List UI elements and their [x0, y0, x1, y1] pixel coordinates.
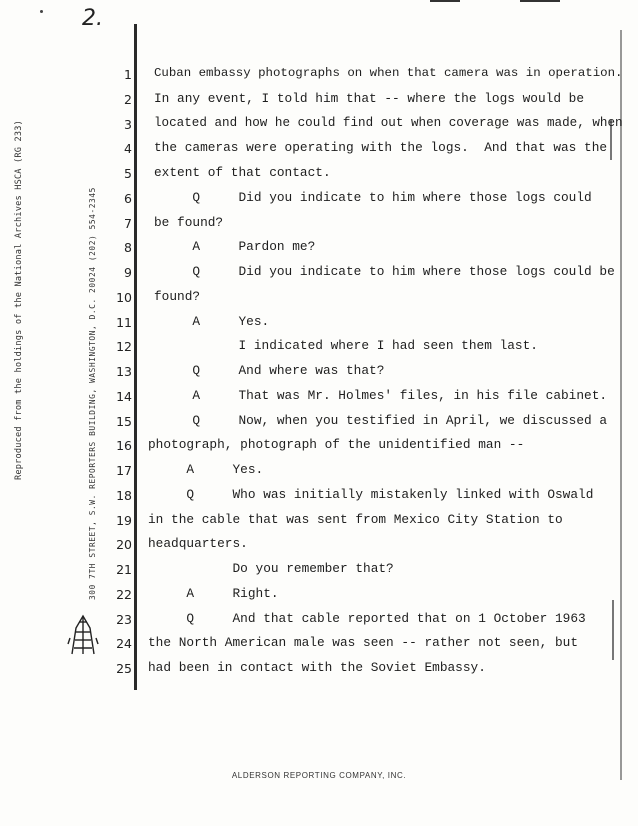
- line-number: 9: [124, 265, 132, 280]
- reporter-logo-icon: [66, 608, 100, 658]
- transcript-line: extent of that contact.: [154, 165, 331, 180]
- transcript-line: found?: [154, 288, 201, 304]
- line-number: 7: [124, 215, 132, 231]
- transcript-line: Do you remember that?: [148, 561, 394, 576]
- transcript-line: the North American male was seen -- rather not seen, but: [148, 635, 579, 651]
- transcript-line: the cameras were operating with the logs. And that was the: [154, 140, 608, 156]
- line-number: 2: [124, 91, 132, 107]
- line-number: 14: [116, 388, 132, 404]
- line-number: 20: [116, 537, 132, 553]
- transcript-line: In any event, I told him that -- where the logs would be: [154, 90, 585, 106]
- line-number: 11: [116, 314, 132, 330]
- transcript-line: A That was Mr. Holmes' files, in his file cabinet.: [154, 387, 608, 403]
- transcript-line: A Yes.: [154, 313, 270, 329]
- line-number: 3: [124, 116, 132, 132]
- archive-note-text: Reproduced from the holdings of the National Archives HSCA (RG 233): [14, 119, 24, 480]
- transcript-line: A Yes.: [148, 462, 264, 477]
- transcript-line: Q Did you indicate to him where those logs could be: [154, 264, 615, 279]
- right-margin-rule: [620, 30, 622, 780]
- scan-speck: [612, 600, 614, 660]
- transcript-line: had been in contact with the Soviet Embassy.: [148, 660, 486, 675]
- line-number: 23: [116, 611, 132, 627]
- transcript-line: Q And that cable reported that on 1 October 1963: [148, 610, 586, 626]
- line-number: 22: [116, 586, 132, 602]
- scan-speck: [40, 10, 43, 13]
- line-number: 13: [116, 364, 132, 379]
- line-number: 25: [116, 661, 132, 676]
- reporter-address-text: 300 7TH STREET, S.W. REPORTERS BUILDING, WASHINGTON, D.C. 20024 (202) 554-2345: [88, 187, 97, 600]
- transcript-line: photograph, photograph of the unidentified man --: [148, 437, 525, 453]
- reporting-company-footer: ALDERSON REPORTING COMPANY, INC.: [231, 771, 407, 780]
- transcript-line: Q Who was initially mistakenly linked with Oswald: [148, 486, 594, 502]
- line-number: 15: [116, 413, 132, 429]
- archive-note: [14, 60, 28, 480]
- transcript-line: A Right.: [148, 585, 279, 601]
- left-margin-rule: [134, 24, 137, 690]
- transcript-line: be found?: [154, 214, 224, 230]
- line-number: 18: [116, 487, 132, 503]
- transcript-line: Q Did you indicate to him where those logs could: [154, 189, 592, 205]
- page-number: 2.: [82, 6, 103, 31]
- line-number: 10: [116, 289, 132, 305]
- transcript-line: A Pardon me?: [154, 239, 316, 255]
- line-number: 6: [124, 190, 132, 206]
- transcript-line: headquarters.: [148, 536, 248, 552]
- line-number: 17: [116, 463, 132, 478]
- line-number: 4: [124, 141, 132, 157]
- line-number: 19: [116, 512, 132, 528]
- line-number: 8: [124, 240, 132, 256]
- line-number: 1: [124, 67, 132, 82]
- transcript-line: Q And where was that?: [154, 363, 385, 378]
- scan-mark: [430, 0, 460, 2]
- scan-mark: [520, 0, 560, 2]
- line-number: 12: [116, 339, 132, 355]
- line-number: 5: [124, 166, 132, 181]
- transcript-line: in the cable that was sent from Mexico City Station to: [148, 511, 563, 527]
- line-number: 21: [116, 562, 132, 577]
- transcript-line: I indicated where I had seen them last.: [154, 338, 538, 354]
- transcript-line: Cuban embassy photographs on when that camera was in operation.: [154, 66, 623, 80]
- line-number: 24: [116, 636, 132, 652]
- line-number: 16: [116, 438, 132, 454]
- transcript-line: Q Now, when you testified in April, we discussed a: [154, 412, 608, 428]
- transcript-line: located and how he could find out when coverage was made, when: [154, 115, 623, 130]
